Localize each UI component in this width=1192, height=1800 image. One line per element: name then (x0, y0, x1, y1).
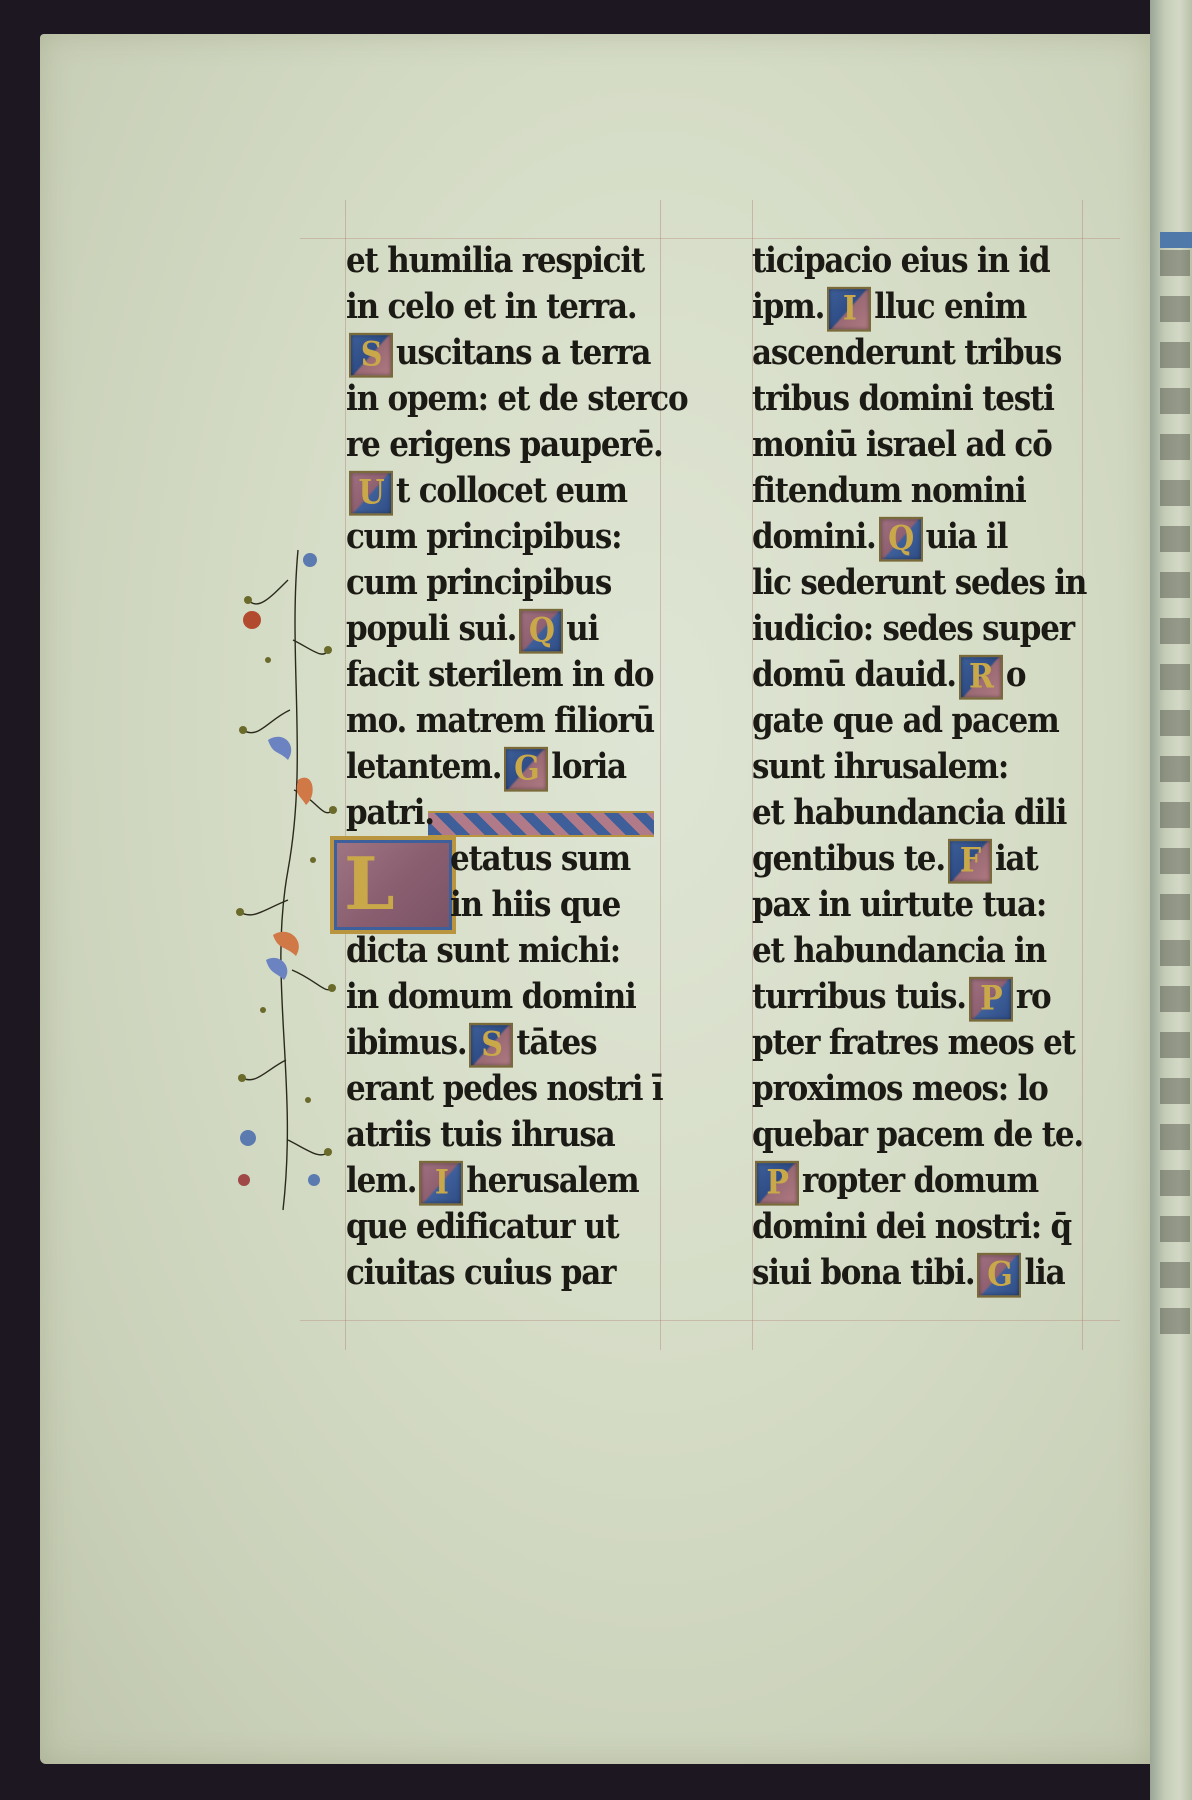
text-line (346, 1201, 658, 1253)
text-segment: moniū israel ad cō (752, 424, 1052, 466)
text-segment: loria (551, 746, 626, 788)
text-segment: uscitans a terra (396, 332, 651, 374)
text-segment: erant pedes nostri ī (346, 1068, 663, 1110)
text-segment: siui bona tibi. (752, 1252, 975, 1294)
text-segment: herusalem (466, 1160, 639, 1202)
decorated-initial: R (959, 654, 1003, 699)
text-line (752, 787, 1082, 839)
decorated-initial: S (349, 332, 393, 377)
text-line (346, 557, 658, 609)
marginal-floral-border (228, 540, 338, 1220)
blue-flower-icon (240, 1130, 256, 1146)
decorated-initial: I (419, 1160, 463, 1205)
text-line (346, 925, 658, 977)
text-segment: gate que ad pacem (752, 700, 1059, 742)
text-line (752, 465, 1082, 517)
text-segment: pax in uirtute tua: (752, 884, 1047, 926)
text-segment: in opem: et de sterco (346, 378, 688, 420)
text-line (346, 465, 658, 517)
text-segment: pter fratres meos et (752, 1022, 1075, 1064)
text-line (752, 419, 1082, 471)
text-segment: iudicio: sedes super (752, 608, 1074, 650)
text-segment: turribus tuis. (752, 976, 966, 1018)
text-line (752, 925, 1082, 977)
text-line (752, 373, 1082, 425)
text-segment: etatus sum (450, 838, 631, 880)
decorated-initial: P (755, 1160, 799, 1205)
text-line (752, 833, 1082, 885)
text-segment: ciuitas cuius par (346, 1252, 616, 1294)
blue-flower-icon (303, 553, 317, 567)
text-line (346, 1109, 658, 1161)
text-line (346, 833, 658, 885)
text-line (346, 879, 658, 931)
text-segment: re erigens pauperē. (346, 424, 663, 466)
decorated-initial: Q (519, 608, 563, 653)
text-segment: et humilia respicit (346, 240, 645, 282)
text-line (346, 741, 658, 793)
text-line (346, 235, 658, 287)
acanthus-leaf-icon (266, 958, 287, 980)
text-segment: iat (994, 838, 1038, 880)
text-line (752, 879, 1082, 931)
text-line (346, 281, 658, 333)
text-segment: mo. matrem filiorū (346, 700, 654, 742)
text-segment: cum principibus: (346, 516, 622, 558)
decorated-initial: U (349, 470, 393, 515)
text-line (346, 511, 658, 563)
adjacent-leaf-text (1160, 250, 1190, 1350)
text-line (752, 1155, 1082, 1207)
ruling-line (1082, 200, 1083, 1350)
text-line (346, 695, 658, 747)
text-line (346, 1155, 658, 1207)
text-segment: domini. (752, 516, 876, 558)
decorated-initial: G (504, 746, 548, 791)
text-line (346, 971, 658, 1023)
text-line (346, 603, 658, 655)
text-segment: uia il (925, 516, 1008, 558)
text-segment: cum principibus (346, 562, 612, 604)
text-segment: fitendum nomini (752, 470, 1026, 512)
text-segment: quebar pacem de te. (752, 1114, 1084, 1156)
text-segment: in domum domini (346, 976, 636, 1018)
text-line (752, 695, 1082, 747)
text-segment: lem. (346, 1160, 417, 1202)
text-line (346, 373, 688, 425)
red-flower-icon (243, 611, 261, 629)
text-segment: tribus domini testi (752, 378, 1054, 420)
text-segment: ipm. (752, 286, 825, 328)
text-line (346, 1017, 658, 1069)
text-line (346, 649, 658, 701)
text-line (752, 1017, 1082, 1069)
text-line (752, 557, 1087, 609)
decorated-initial: S (469, 1022, 513, 1067)
text-segment: ro (1015, 976, 1051, 1018)
text-segment: atriis tuis ihrusa (346, 1114, 615, 1156)
text-line (752, 281, 1082, 333)
blue-flower-icon (308, 1174, 320, 1186)
text-segment: ui (566, 608, 599, 650)
adjacent-leaf-decoration (1160, 232, 1192, 248)
decorated-initial: Q (879, 516, 923, 561)
text-line (752, 603, 1082, 655)
text-line (346, 419, 663, 471)
ruling-line (300, 1320, 1120, 1321)
text-segment: lluc enim (874, 286, 1027, 328)
ruling-line (660, 200, 661, 1350)
text-line (752, 235, 1082, 287)
text-segment: o (1005, 654, 1026, 696)
text-column-left (346, 238, 688, 1296)
decorated-initial: G (977, 1252, 1021, 1297)
decorated-initial: I (827, 286, 871, 331)
text-line (752, 1247, 1082, 1299)
text-segment: gentibus te. (752, 838, 945, 880)
text-segment: domini dei nostri: q̄ (752, 1206, 1072, 1248)
text-line (752, 327, 1082, 379)
text-line (346, 787, 658, 839)
text-segment: ticipacio eius in id (752, 240, 1050, 282)
decorated-initial: P (969, 976, 1013, 1021)
text-segment: populi sui. (346, 608, 517, 650)
text-segment: lia (1024, 1252, 1065, 1294)
text-segment: et habundancia dili (752, 792, 1067, 834)
text-segment: lic sederunt sedes in (752, 562, 1087, 604)
text-line (346, 1063, 663, 1115)
text-segment: t collocet eum (396, 470, 627, 512)
text-segment: ropter domum (802, 1160, 1038, 1202)
text-column-right (752, 238, 1087, 1296)
text-segment: et habundancia in (752, 930, 1046, 972)
text-segment: ascenderunt tribus (752, 332, 1062, 374)
text-line (752, 741, 1082, 793)
text-line (752, 1063, 1082, 1115)
acanthus-leaf-icon (268, 737, 291, 760)
text-line (346, 327, 658, 379)
red-flower-icon (238, 1174, 250, 1186)
text-line (752, 511, 1082, 563)
text-segment: in celo et in terra. (346, 286, 637, 328)
text-segment: letantem. (346, 746, 502, 788)
text-segment: que edificatur ut (346, 1206, 619, 1248)
text-segment: ibimus. (346, 1022, 467, 1064)
illuminated-initial-letter: L (344, 841, 395, 926)
text-segment: in hiis que (450, 884, 621, 926)
text-segment: patri. (346, 792, 434, 834)
text-segment: tātes (516, 1022, 597, 1064)
text-line (752, 1109, 1082, 1161)
text-line (752, 1201, 1082, 1253)
text-segment: facit sterilem in do (346, 654, 654, 696)
text-segment: domū dauid. (752, 654, 956, 696)
text-line (752, 971, 1082, 1023)
text-segment: dicta sunt michi: (346, 930, 620, 972)
text-line (346, 1247, 658, 1299)
text-line (752, 649, 1082, 701)
acanthus-leaf-icon (273, 932, 299, 956)
text-segment: proximos meos: lo (752, 1068, 1048, 1110)
text-segment: sunt ihrusalem: (752, 746, 1009, 788)
decorated-initial: F (948, 838, 992, 883)
